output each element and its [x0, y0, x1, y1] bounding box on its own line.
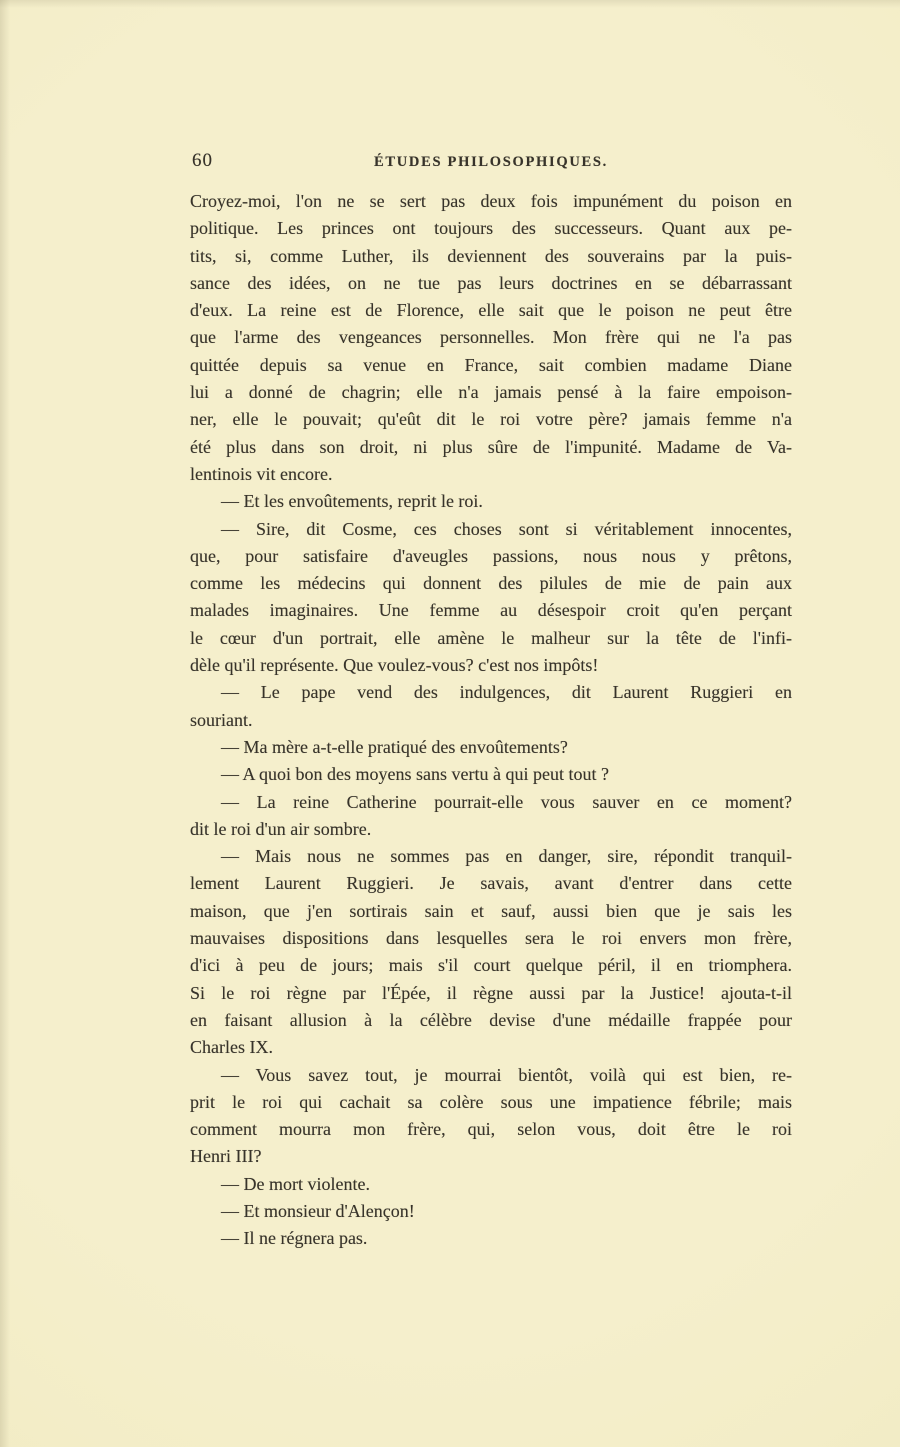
- paragraph: [190, 1062, 792, 1171]
- text-line: — Il ne régnera pas.: [221, 1228, 368, 1249]
- text-line: sance des idées, on ne tue pas leurs doctrines en se débarrassant: [190, 272, 792, 293]
- text-line: Croyez-moi, l'on ne se sert pas deux fois impunément du poison en: [190, 191, 792, 211]
- scan-edge-top: [0, 0, 900, 8]
- page-body: [190, 188, 792, 1253]
- text-line: souriant.: [190, 709, 253, 730]
- text-line: lement Laurent Ruggieri. Je savais, avant d'entrer dans cette: [190, 873, 792, 894]
- text-line: — Ma mère a-t-elle pratiqué des envoûtements?: [221, 736, 568, 757]
- page-header: [190, 150, 792, 176]
- text-line: maison, que j'en sortirais sain et sauf, aussi bien que je sais les: [190, 900, 792, 921]
- text-line: en faisant allusion à la célèbre devise d'une médaille frappée pour: [190, 1009, 792, 1030]
- text-line: Si le roi règne par l'Épée, il règne aussi par la Justice! ajouta-t-il: [190, 982, 792, 1003]
- text-line: — Sire, dit Cosme, ces choses sont si véritablement innocentes,: [221, 518, 792, 539]
- text-line: mauvaises dispositions dans lesquelles sera le roi envers mon frère,: [190, 928, 792, 949]
- running-title: ÉTUDES PHILOSOPHIQUES.: [373, 154, 608, 170]
- text-line: dèle qu'il représente. Que voulez-vous? c'est nos impôts!: [190, 655, 599, 676]
- text-line: comment mourra mon frère, qui, selon vous, doit être le roi: [190, 1119, 792, 1140]
- text-line: quittée depuis sa venue en France, sait combien madame Diane: [190, 354, 792, 375]
- text-line: dit le roi d'un air sombre.: [190, 818, 372, 839]
- paragraph: [190, 843, 792, 1061]
- paragraph: [190, 761, 792, 788]
- text-line: prit le roi qui cachait sa colère sous une impatience fébrile; mais: [190, 1091, 792, 1112]
- paragraph: [190, 789, 792, 844]
- text-line: — Mais nous ne sommes pas en danger, sire, répondit tranquil-: [221, 846, 792, 867]
- text-line: Henri III?: [190, 1146, 262, 1167]
- text-line: — Et monsieur d'Alençon!: [221, 1200, 415, 1221]
- text-line: que, pour satisfaire d'aveugles passions, nous nous y prêtons,: [190, 545, 792, 566]
- paragraph: [190, 734, 792, 761]
- paragraph: [190, 488, 792, 515]
- text-line: — Le pape vend des indulgences, dit Laurent Ruggieri en: [221, 682, 792, 703]
- text-line: malades imaginaires. Une femme au désespoir croit qu'en perçant: [190, 600, 792, 621]
- text-line: — La reine Catherine pourrait-elle vous sauver en ce moment?: [221, 791, 792, 812]
- text-line: que l'arme des vengeances personnelles. Mon frère qui ne l'a pas: [190, 327, 792, 348]
- text-line: politique. Les princes ont toujours des successeurs. Quant aux pe-: [190, 218, 792, 239]
- paragraph: [190, 1225, 792, 1252]
- paragraph: [190, 1198, 792, 1225]
- text-line: Charles IX.: [190, 1037, 273, 1058]
- paragraph: [190, 1171, 792, 1198]
- text-line: — Et les envoûtements, reprit le roi.: [221, 491, 483, 512]
- text-line: ner, elle le pouvait; qu'eût dit le roi votre père? jamais femme n'a: [190, 409, 792, 430]
- text-line: — A quoi bon des moyens sans vertu à qui peut tout ?: [221, 764, 609, 785]
- text-line: — De mort violente.: [221, 1173, 370, 1194]
- text-line: été plus dans son droit, ni plus sûre de l'impunité. Madame de Va-: [190, 436, 792, 457]
- text-line: tits, si, comme Luther, ils deviennent des souverains par la puis-: [190, 245, 792, 266]
- text-line: d'ici à peu de jours; mais s'il court quelque péril, il en triomphera.: [190, 955, 792, 976]
- text-line: le cœur d'un portrait, elle amène le malheur sur la tête de l'infi-: [190, 627, 792, 648]
- text-line: comme les médecins qui donnent des pilules de mie de pain aux: [190, 573, 792, 594]
- text-line: d'eux. La reine est de Florence, elle sait que le poison ne peut être: [190, 300, 792, 321]
- text-line: lentinois vit encore.: [190, 463, 333, 484]
- text-line: — Vous savez tout, je mourrai bientôt, voilà qui est bien, re-: [221, 1064, 792, 1085]
- paragraph: [190, 516, 792, 680]
- paragraph: [190, 188, 792, 488]
- text-line: lui a donné de chagrin; elle n'a jamais pensé à la faire empoison-: [190, 382, 792, 403]
- scan-edge-left: [0, 0, 10, 1447]
- page-number: 60: [192, 150, 213, 171]
- paragraph: [190, 679, 792, 734]
